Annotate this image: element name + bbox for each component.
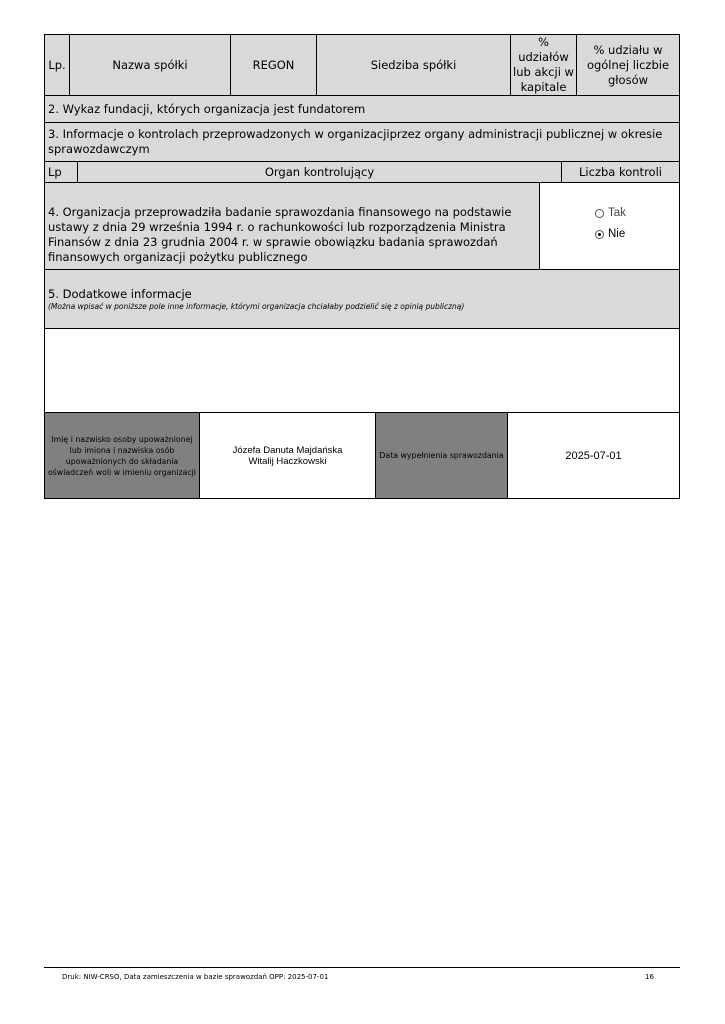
controls-header-organ xyxy=(77,161,562,183)
signatory-name-2: Witalij Haczkowski xyxy=(248,455,327,467)
radio-checked-icon[interactable] xyxy=(595,230,604,239)
header-lp-label: Lp. xyxy=(48,57,66,72)
header-regon-label: REGON xyxy=(252,57,295,72)
controls-header-count-label: Liczba kontroli xyxy=(579,164,662,179)
date-value: 2025-07-01 xyxy=(565,449,622,462)
section-5-title: 5. Dodatkowe informacje xyxy=(48,287,192,301)
header-regon xyxy=(230,34,317,96)
header-company-name-label: Nazwa spółki xyxy=(112,57,188,72)
signature-names-cell xyxy=(199,412,376,499)
option-nie-label: Nie xyxy=(608,228,626,240)
footer-divider xyxy=(44,967,680,968)
section-2-heading xyxy=(44,95,680,123)
header-company-seat-label: Siedziba spółki xyxy=(370,57,457,72)
header-company-name xyxy=(69,34,231,96)
option-tak[interactable] xyxy=(595,207,626,219)
section-3-heading xyxy=(44,122,680,162)
section-4-question xyxy=(44,182,540,270)
controls-header-organ-label: Organ kontrolujący xyxy=(264,164,375,179)
section-4-text: 4. Organizacja przeprowadziła badanie sprawozdania finansowego na podstawie ustawy z dnia 29 września 1994 r. o rachunkowości lub rozporządzenia Ministra Finansów z dnia 23 grudnia 2004 r. w sprawie obowiązku badania sprawozdań finansowych organizacji pożytku publicznego xyxy=(48,205,512,264)
header-lp xyxy=(44,34,70,96)
header-shares-capital xyxy=(510,34,577,96)
header-company-seat xyxy=(316,34,511,96)
section-3-title: 3. Informacje o kontrolach przeprowadzonych w organizacjiprzez organy administracji publicznej w okresie sprawozdawczym xyxy=(48,127,663,156)
controls-header-lp-label: Lp xyxy=(48,164,62,179)
option-tak-label: Tak xyxy=(608,207,626,219)
page-number: 16 xyxy=(645,973,654,981)
option-nie[interactable] xyxy=(595,228,625,240)
date-label: Data wypełnienia sprawozdania xyxy=(379,451,504,460)
date-label-cell xyxy=(375,412,508,499)
signature-label: Imię i nazwisko osoby upoważnionej lub imiona i nazwiska osób upoważnionych do składania oświadczeń woli w imieniu organizacji xyxy=(48,434,196,477)
radio-unchecked-icon[interactable] xyxy=(595,209,604,218)
controls-header-lp xyxy=(44,161,78,183)
header-votes-share xyxy=(576,34,680,96)
controls-header-count xyxy=(561,161,680,183)
section-5-heading xyxy=(44,269,680,329)
header-votes-share-label: % udziału w ogólnej liczbie głosów xyxy=(586,42,670,87)
footer-info: Druk: NIW-CRSO, Data zamieszczenia w bazie sprawozdań OPP: 2025-07-01 xyxy=(62,973,329,981)
signatory-name-1: Józefa Danuta Majdańska xyxy=(232,444,343,456)
section-2-title: 2. Wykaz fundacji, których organizacja jest fundatorem xyxy=(48,101,366,116)
section-5-subtitle: (Można wpisać w poniższe pole inne informacje, którymi organizacja chciałaby podzielić się z opinią publiczną) xyxy=(48,302,465,311)
header-shares-capital-label: % udziałów lub akcji w kapitale xyxy=(513,35,574,94)
signature-label-cell xyxy=(44,412,200,499)
date-value-cell xyxy=(507,412,680,499)
section-4-answer xyxy=(539,182,680,270)
section-5-content xyxy=(44,328,680,413)
